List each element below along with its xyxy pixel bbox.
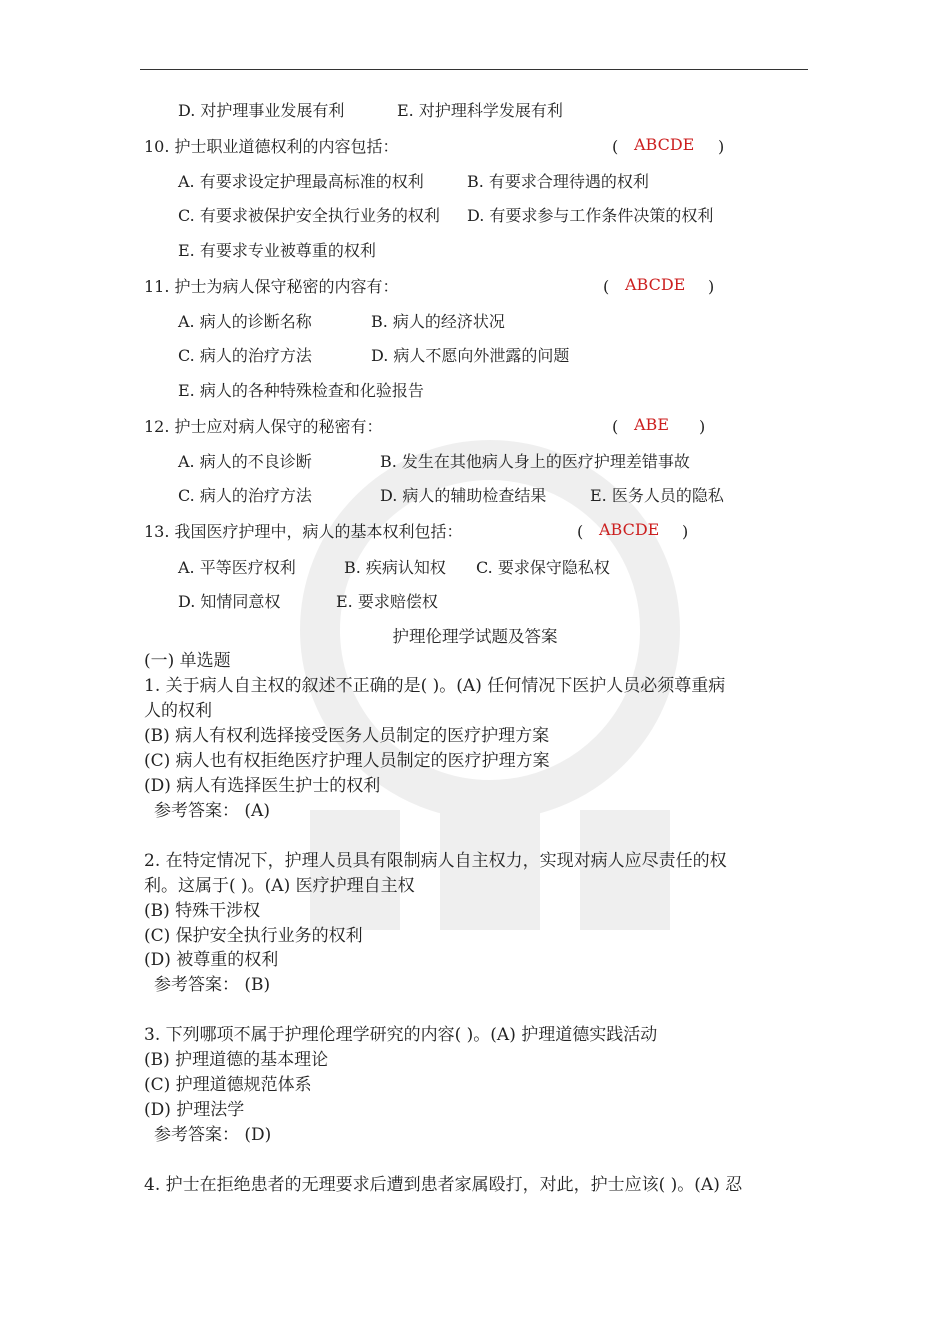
q12-option-d: D. 病人的辅助检查结果 xyxy=(380,486,547,505)
header-rule xyxy=(140,69,808,70)
q12-paren-close: ) xyxy=(699,417,706,436)
q11-paren-close: ) xyxy=(708,277,715,296)
q13-option-b: B. 疾病认知权 xyxy=(344,558,446,577)
q11-option-b: B. 病人的经济状况 xyxy=(371,312,505,331)
q10-stem: 10. 护士职业道德权利的内容包括： xyxy=(144,137,399,156)
q11-option-e: E. 病人的各种特殊检查和化验报告 xyxy=(178,381,424,400)
sq1-line2: 人的权利 xyxy=(144,701,212,721)
sq3-option-b: (B) 护理道德的基本理论 xyxy=(144,1050,329,1070)
q12-option-c: C. 病人的治疗方法 xyxy=(178,486,312,505)
q11-option-a: A. 病人的诊断名称 xyxy=(178,312,312,331)
sq1-option-d: (D) 病人有选择医生护士的权利 xyxy=(144,776,381,796)
q12-option-b: B. 发生在其他病人身上的医疗护理差错事故 xyxy=(380,452,690,471)
section-subtitle: (一) 单选题 xyxy=(144,651,231,671)
q11-answer: ABCDE xyxy=(625,275,686,294)
q9-option-e: E. 对护理科学发展有利 xyxy=(397,101,563,120)
q10-option-c: C. 有要求被保护安全执行业务的权利 xyxy=(178,206,440,225)
q11-paren-open: ( xyxy=(603,277,610,296)
sq2-option-b: (B) 特殊干涉权 xyxy=(144,901,261,921)
q10-answer: ABCDE xyxy=(634,135,695,154)
sq2-answer: 参考答案： (B) xyxy=(154,975,271,995)
sq1-line1: 1. 关于病人自主权的叙述不正确的是( )。(A) 任何情况下医护人员必须尊重病 xyxy=(144,676,726,696)
sq1-option-c: (C) 病人也有权拒绝医疗护理人员制定的医疗护理方案 xyxy=(144,751,550,771)
section-title: 护理伦理学试题及答案 xyxy=(392,627,558,646)
q12-option-e: E. 医务人员的隐私 xyxy=(590,486,724,505)
q13-stem: 13. 我国医疗护理中，病人的基本权利包括： xyxy=(144,522,463,541)
q11-stem: 11. 护士为病人保守秘密的内容有： xyxy=(144,277,399,296)
q13-paren-close: ) xyxy=(682,522,689,541)
q12-option-a: A. 病人的不良诊断 xyxy=(178,452,312,471)
q13-option-d: D. 知情同意权 xyxy=(178,592,281,611)
q10-option-e: E. 有要求专业被尊重的权利 xyxy=(178,241,376,260)
sq2-option-d: (D) 被尊重的权利 xyxy=(144,950,279,970)
sq3-option-c: (C) 护理道德规范体系 xyxy=(144,1075,312,1095)
sq2-line2: 利。这属于( )。(A) 医疗护理自主权 xyxy=(144,876,415,896)
q10-paren-close: ) xyxy=(718,137,725,156)
q9-option-d: D. 对护理事业发展有利 xyxy=(178,101,345,120)
sq3-answer: 参考答案： (D) xyxy=(154,1125,272,1145)
q10-paren-open: ( xyxy=(612,137,619,156)
q13-option-c: C. 要求保守隐私权 xyxy=(476,558,610,577)
sq2-option-c: (C) 保护安全执行业务的权利 xyxy=(144,926,363,946)
q10-option-a: A. 有要求设定护理最高标准的权利 xyxy=(178,172,424,191)
sq2-line1: 2. 在特定情况下，护理人员具有限制病人自主权力，实现对病人应尽责任的权 xyxy=(144,851,727,871)
sq3-line1: 3. 下列哪项不属于护理伦理学研究的内容( )。(A) 护理道德实践活动 xyxy=(144,1025,658,1045)
q10-option-b: B. 有要求合理待遇的权利 xyxy=(467,172,649,191)
sq4-line1: 4. 护士在拒绝患者的无理要求后遭到患者家属殴打，对此，护士应该( )。(A) 忍 xyxy=(144,1175,743,1195)
sq1-option-b: (B) 病人有权利选择接受医务人员制定的医疗护理方案 xyxy=(144,726,550,746)
q11-option-d: D. 病人不愿向外泄露的问题 xyxy=(371,346,570,365)
q12-stem: 12. 护士应对病人保守的秘密有： xyxy=(144,417,383,436)
sq1-answer: 参考答案： (A) xyxy=(154,801,270,821)
q13-paren-open: ( xyxy=(577,522,584,541)
q12-paren-open: ( xyxy=(612,417,619,436)
q13-option-a: A. 平等医疗权利 xyxy=(178,558,296,577)
q10-option-d: D. 有要求参与工作条件决策的权利 xyxy=(467,206,714,225)
sq3-option-d: (D) 护理法学 xyxy=(144,1100,245,1120)
q11-option-c: C. 病人的治疗方法 xyxy=(178,346,312,365)
q13-option-e: E. 要求赔偿权 xyxy=(336,592,438,611)
q12-answer: ABE xyxy=(634,415,669,434)
q13-answer: ABCDE xyxy=(599,520,660,539)
